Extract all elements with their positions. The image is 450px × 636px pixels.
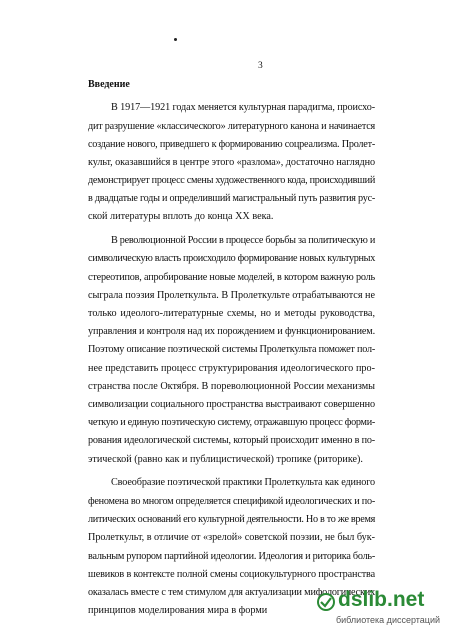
- text-line: оказалась вместе с тем стимулом для актуализации мифологических: [88, 587, 375, 598]
- ink-speck: [174, 38, 177, 41]
- text-line: вальным рупором партийной идеологии. Идеология и риторика боль-: [88, 551, 375, 562]
- text-line: Пролеткульт, в отличие от «зрелой» советской поэзии, не был бук-: [88, 532, 375, 543]
- watermark-brand: dslib.net: [338, 588, 425, 611]
- text-line: феномена во многом определяется спецификой идеологических и по-: [88, 496, 375, 507]
- text-line: ской литературы вплоть до конца XX века.: [88, 211, 274, 222]
- text-line: принципов моделирования мира в форми: [88, 605, 268, 616]
- text-line: четкую и единую поэтическую систему, отражавшую процесс форми-: [88, 417, 375, 428]
- text-line: сыграла поэзия Пролеткульта. В Пролеткульте отрабатываются не: [88, 290, 375, 301]
- text-line: демонстрирует процесс смены художественного кода, происходивший: [88, 175, 375, 186]
- text-line: В революционной России в процессе борьбы за политическую и: [111, 235, 375, 246]
- text-line: Поэтому описание поэтической системы Пролеткульта поможет пол-: [88, 344, 375, 355]
- text-line: Своеобразие поэтической практики Пролеткульта как единого: [111, 477, 375, 488]
- section-heading: Введение: [88, 79, 130, 90]
- dslib-logo-icon: [316, 592, 336, 612]
- text-line: дит разрушение «классического» литературного канона и начинается: [88, 121, 375, 132]
- text-line: создание нового, приведшего к формированию соцреализма. Пролет-: [88, 139, 375, 150]
- text-line: символическую власть происходило формирование новых культурных: [88, 253, 376, 264]
- text-line: странства после Октября. В пореволюционной России механизмы: [88, 381, 376, 392]
- text-line: В 1917—1921 годах меняется культурная парадигма, происхо-: [111, 102, 375, 113]
- page-number: 3: [258, 61, 263, 71]
- watermark: [316, 588, 444, 632]
- text-line: литических оснований его культурной деятельности. Но в то же время: [88, 514, 375, 525]
- text-line: стереотипов, апробирование новые моделей, в котором важную роль: [88, 272, 375, 283]
- text-line: нее представить процесс структурирования идеологического про-: [88, 363, 375, 374]
- text-line: рования идеологической системы, который происходит именно в по-: [88, 435, 375, 446]
- text-line: символизации социального пространства выстраивают совершенно: [88, 399, 375, 410]
- text-line: этической (равно как и публицистической) тропике (риторике).: [88, 454, 363, 465]
- text-line: только идеолого-литературные схемы, но и методы руководства,: [88, 308, 375, 319]
- watermark-subtitle: библиотека диссертаций: [336, 615, 441, 625]
- text-line: культ, оказавшийся в центре этого «разлома», достаточно наглядно: [88, 157, 375, 168]
- text-line: в двадцатые годы и определивший магистральный путь развития рус-: [88, 193, 375, 204]
- text-line: управления и контроля над их порождением и функционированием.: [88, 326, 375, 337]
- text-line: шевиков в контексте полной смены социокультурного пространства: [88, 569, 375, 580]
